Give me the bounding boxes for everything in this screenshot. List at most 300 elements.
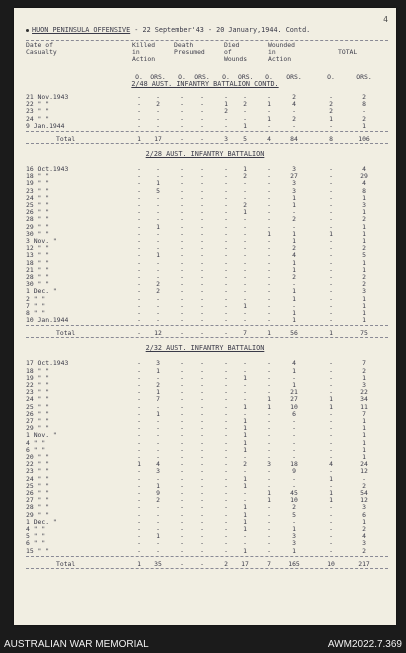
value-cell: - (137, 215, 141, 224)
value-cell: 1 (362, 417, 366, 425)
value-cell: - (200, 366, 204, 375)
value-cell: - (137, 395, 141, 404)
value-cell: 2 (243, 100, 247, 109)
value-cell: - (180, 445, 184, 454)
value-cell: - (156, 121, 160, 130)
value-cell: 1 (329, 395, 333, 404)
value-cell: - (156, 453, 160, 461)
value-cell: - (292, 280, 296, 289)
value-cell: - (224, 244, 228, 253)
value-cell: - (267, 301, 271, 310)
value-cell: - (200, 532, 204, 541)
value-cell: - (292, 453, 296, 461)
date-cell: 27 " " (26, 496, 50, 505)
value-cell: - (180, 496, 184, 505)
value-cell: 1 (156, 481, 160, 490)
heading-period: - 22 September'43 - 20 January,1944. Contd. (130, 26, 311, 34)
value-cell: - (180, 467, 184, 476)
value-cell: 4 (156, 460, 160, 469)
total-rule-bottom (26, 143, 388, 144)
value-cell: 2 (292, 244, 296, 253)
value-cell: 2 (156, 100, 160, 109)
value-cell: - (180, 559, 184, 568)
value-cell: - (180, 244, 184, 253)
value-cell: - (267, 208, 271, 217)
value-cell: - (224, 201, 228, 209)
date-cell: 4 " " (26, 525, 46, 533)
value-cell: - (156, 265, 160, 274)
value-cell: - (200, 453, 204, 461)
value-cell: - (156, 208, 160, 217)
value-cell: 2 (156, 496, 160, 505)
value-cell: 1 (292, 258, 296, 267)
value-cell: - (200, 193, 204, 202)
subheader-row: O. ORS. O. ORS. O. ORS. O. ORS. O. ORS. (135, 73, 372, 81)
value-cell: - (267, 467, 271, 476)
value-cell: - (243, 237, 247, 245)
value-cell: 2 (243, 172, 247, 181)
value-cell: 3 (224, 135, 228, 143)
value-cell: - (267, 287, 271, 296)
table-row (26, 410, 388, 417)
value-cell: - (292, 417, 296, 425)
value-cell: - (137, 193, 141, 202)
date-cell: 18 " " (26, 366, 50, 375)
date-cell: 28 " " (26, 503, 50, 512)
date-cell: 24 " " (26, 193, 50, 202)
value-cell: 1 (329, 474, 333, 483)
date-cell: 20 " " (26, 453, 50, 461)
value-cell: - (224, 381, 228, 389)
value-cell: 1 (292, 525, 296, 533)
value-cell: - (137, 359, 141, 368)
value-cell: - (224, 424, 228, 433)
value-cell: 1 (362, 309, 366, 317)
value-cell: 2 (292, 114, 296, 123)
value-cell: 1 (243, 402, 247, 411)
value-cell: 4 (267, 135, 271, 143)
value-cell: - (180, 251, 184, 260)
value-cell: 12 (154, 329, 162, 338)
table-row (26, 179, 388, 186)
value-cell: - (137, 402, 141, 411)
value-cell: - (224, 237, 228, 245)
value-cell: 1 (292, 265, 296, 274)
header-wounded: Wounded in Action (268, 41, 295, 63)
value-cell: - (180, 186, 184, 195)
value-cell: - (180, 100, 184, 109)
header-death-presumed: Death Presumed (174, 41, 205, 56)
value-cell: - (329, 445, 333, 454)
value-cell: - (156, 424, 160, 433)
document-heading (26, 26, 388, 34)
total-row (26, 560, 388, 567)
value-cell: 5 (362, 251, 366, 260)
table-row (26, 547, 388, 554)
value-cell: - (180, 373, 184, 382)
total-rule-top (26, 131, 388, 132)
value-cell: 54 (360, 489, 368, 497)
table-row (26, 237, 388, 244)
value-cell: - (137, 381, 141, 389)
value-cell: 1 (156, 409, 160, 418)
table-row (26, 424, 388, 431)
table-row (26, 244, 388, 251)
value-cell: - (329, 373, 333, 382)
value-cell: - (180, 424, 184, 433)
table-row (26, 287, 388, 294)
value-cell: - (137, 273, 141, 281)
value-cell: - (200, 208, 204, 217)
value-cell: 1 (292, 237, 296, 245)
value-cell: - (329, 316, 333, 325)
table-row (26, 381, 388, 388)
value-cell: 2 (224, 107, 228, 116)
value-cell: - (329, 366, 333, 375)
value-cell: - (243, 265, 247, 274)
value-cell: - (180, 453, 184, 461)
value-cell: - (267, 121, 271, 130)
value-cell: - (224, 280, 228, 289)
value-cell: 1 (362, 424, 366, 433)
value-cell: - (137, 208, 141, 217)
value-cell: - (267, 273, 271, 281)
value-cell: - (156, 193, 160, 202)
value-cell: - (329, 431, 333, 440)
value-cell: - (329, 453, 333, 461)
value-cell: - (224, 460, 228, 469)
value-cell: - (137, 201, 141, 209)
value-cell: - (180, 265, 184, 274)
value-cell: - (200, 395, 204, 404)
value-cell: 2 (362, 215, 366, 224)
value-cell: - (329, 265, 333, 274)
value-cell: - (267, 409, 271, 418)
value-cell: 1 (267, 489, 271, 497)
date-cell: 22 " " (26, 100, 50, 109)
value-cell: - (224, 273, 228, 281)
value-cell: - (180, 316, 184, 325)
value-cell: 4 (362, 179, 366, 188)
table-row (26, 525, 388, 532)
date-cell: 23 " " (26, 467, 50, 476)
value-cell: - (329, 273, 333, 281)
value-cell: - (137, 474, 141, 483)
value-cell: - (180, 329, 184, 338)
value-cell: 4 (329, 460, 333, 469)
value-cell: - (267, 251, 271, 260)
value-cell: - (224, 481, 228, 490)
date-cell: 12 " " (26, 244, 50, 253)
value-cell: - (156, 373, 160, 382)
value-cell: - (329, 165, 333, 173)
value-cell: 8 (362, 186, 366, 195)
table-row (26, 403, 388, 410)
value-cell: 1 (243, 503, 247, 512)
value-cell: - (180, 489, 184, 497)
value-cell: - (156, 107, 160, 116)
header-rule-top (26, 40, 388, 41)
value-cell: 3 (292, 186, 296, 195)
value-cell: 4 (362, 532, 366, 541)
value-cell: 7 (267, 559, 271, 568)
value-cell: - (267, 237, 271, 245)
date-cell: 1 Dec. " (26, 287, 57, 296)
date-cell: 19 " " (26, 373, 50, 382)
value-cell: 1 (243, 481, 247, 490)
date-cell: 29 " " (26, 510, 50, 519)
value-cell: 1 (243, 445, 247, 454)
value-cell: - (137, 503, 141, 512)
value-cell: - (224, 172, 228, 181)
value-cell: - (200, 424, 204, 433)
date-cell: 22 " " (26, 460, 50, 469)
value-cell: 1 (329, 114, 333, 123)
value-cell: - (243, 388, 247, 397)
value-cell: 10 (290, 402, 298, 411)
value-cell: 1 (156, 366, 160, 375)
total-rule-bottom (26, 337, 388, 338)
value-cell: - (200, 402, 204, 411)
value-cell: - (137, 409, 141, 418)
value-cell: - (329, 93, 333, 101)
date-cell: 8 " " (26, 309, 46, 317)
value-cell: 6 (362, 510, 366, 519)
value-cell: - (243, 186, 247, 195)
value-cell: - (224, 186, 228, 195)
value-cell: - (200, 373, 204, 382)
value-cell: - (137, 114, 141, 123)
header-date: Date of Casualty (26, 41, 57, 56)
value-cell: - (243, 280, 247, 289)
value-cell: - (267, 431, 271, 440)
value-cell: - (200, 460, 204, 469)
value-cell: - (137, 510, 141, 519)
archive-footer (0, 636, 406, 653)
value-cell: - (267, 186, 271, 195)
value-cell: - (224, 251, 228, 260)
value-cell: 4 (292, 100, 296, 109)
value-cell: - (137, 229, 141, 238)
value-cell: 1 (362, 193, 366, 202)
value-cell: 1 (329, 229, 333, 238)
date-cell: Total (56, 559, 76, 568)
value-cell: - (267, 258, 271, 267)
value-cell: 1 (292, 287, 296, 296)
value-cell: 2 (243, 460, 247, 469)
date-cell: 29 " " (26, 424, 50, 433)
value-cell: 1 (267, 402, 271, 411)
value-cell: 2 (156, 280, 160, 289)
table-row (26, 374, 388, 381)
value-cell: 217 (358, 559, 370, 568)
value-cell: - (329, 546, 333, 555)
value-cell: - (224, 301, 228, 310)
value-cell: - (267, 107, 271, 116)
value-cell: 1 (292, 316, 296, 325)
value-cell: 2 (292, 503, 296, 512)
value-cell: - (180, 208, 184, 217)
value-cell: - (267, 366, 271, 375)
value-cell: - (200, 172, 204, 181)
value-cell: - (156, 114, 160, 123)
value-cell: 1 (267, 114, 271, 123)
value-cell: - (267, 215, 271, 224)
value-cell: - (156, 165, 160, 173)
value-cell: - (224, 258, 228, 267)
value-cell: - (156, 503, 160, 512)
date-cell: 4 " " (26, 438, 46, 447)
value-cell: - (329, 121, 333, 130)
value-cell: - (180, 165, 184, 173)
value-cell: 2 (292, 215, 296, 224)
value-cell: - (224, 467, 228, 476)
value-cell: - (200, 121, 204, 130)
value-cell: - (329, 525, 333, 533)
table-row (26, 467, 388, 474)
date-cell: 23 " " (26, 107, 50, 116)
value-cell: - (180, 546, 184, 555)
value-cell: - (200, 431, 204, 440)
value-cell: - (329, 309, 333, 317)
table-row (26, 453, 388, 460)
value-cell: - (180, 280, 184, 289)
value-cell: - (224, 359, 228, 368)
value-cell: 1 (362, 301, 366, 310)
value-cell: - (180, 121, 184, 130)
header-died-of-wounds: Died of Wounds (224, 41, 248, 63)
value-cell: 2 (292, 93, 296, 101)
value-cell: - (243, 316, 247, 325)
value-cell: 84 (290, 135, 298, 143)
value-cell: - (224, 222, 228, 231)
value-cell: - (180, 510, 184, 519)
value-cell: - (267, 172, 271, 181)
table-row (26, 511, 388, 518)
value-cell: 2 (362, 366, 366, 375)
value-cell: - (200, 237, 204, 245)
date-cell: 5 " " (26, 532, 46, 541)
value-cell: 8 (329, 135, 333, 143)
value-cell: - (243, 395, 247, 404)
value-cell: 17 (154, 135, 162, 143)
value-cell: - (180, 481, 184, 490)
value-cell: 1 (243, 525, 247, 533)
value-cell: - (267, 539, 271, 548)
value-cell: - (180, 359, 184, 368)
value-cell: - (224, 525, 228, 533)
value-cell: - (137, 251, 141, 260)
value-cell: - (267, 503, 271, 512)
value-cell: - (224, 445, 228, 454)
value-cell: - (243, 532, 247, 541)
table-row (26, 395, 388, 402)
value-cell: - (156, 258, 160, 267)
value-cell: - (267, 438, 271, 447)
value-cell: 18 (290, 460, 298, 469)
value-cell: 1 (362, 208, 366, 217)
value-cell: - (243, 273, 247, 281)
value-cell: 4 (292, 359, 296, 368)
value-cell: - (243, 294, 247, 303)
value-cell: - (362, 107, 366, 116)
value-cell: - (200, 201, 204, 209)
value-cell: - (329, 381, 333, 389)
value-cell: - (156, 431, 160, 440)
value-cell: 2 (329, 100, 333, 109)
value-cell: - (292, 481, 296, 490)
value-cell: - (180, 309, 184, 317)
value-cell: - (200, 329, 204, 338)
value-cell: - (156, 417, 160, 425)
value-cell: - (243, 215, 247, 224)
value-cell: 17 (241, 559, 249, 568)
value-cell: - (200, 559, 204, 568)
value-cell: - (200, 316, 204, 325)
table-row (26, 482, 388, 489)
value-cell: - (200, 517, 204, 526)
value-cell: - (224, 517, 228, 526)
table-row (26, 215, 388, 222)
value-cell: - (267, 280, 271, 289)
value-cell: 45 (290, 489, 298, 497)
value-cell: 1 (243, 517, 247, 526)
value-cell: - (137, 546, 141, 555)
value-cell: 1 (243, 431, 247, 440)
value-cell: - (156, 309, 160, 317)
value-cell: - (267, 222, 271, 231)
value-cell: - (267, 93, 271, 101)
table-row (26, 367, 388, 374)
value-cell: - (137, 265, 141, 274)
value-cell: 1 (362, 431, 366, 440)
header-total: TOTAL (338, 48, 358, 56)
value-cell: 2 (362, 273, 366, 281)
value-cell: - (292, 301, 296, 310)
value-cell: - (180, 409, 184, 418)
value-cell: 1 (362, 373, 366, 382)
value-cell: 12 (360, 467, 368, 476)
value-cell: - (180, 431, 184, 440)
value-cell: - (137, 481, 141, 490)
value-cell: - (137, 424, 141, 433)
value-cell: - (200, 539, 204, 548)
value-cell: - (137, 309, 141, 317)
value-cell: 1 (292, 294, 296, 303)
value-cell: - (329, 201, 333, 209)
value-cell: 11 (360, 402, 368, 411)
value-cell: - (137, 329, 141, 338)
value-cell: - (267, 179, 271, 188)
value-cell: - (267, 294, 271, 303)
value-cell: - (156, 438, 160, 447)
value-cell: - (180, 172, 184, 181)
value-cell: - (200, 481, 204, 490)
value-cell: 3 (292, 539, 296, 548)
value-cell: - (329, 215, 333, 224)
value-cell: - (267, 525, 271, 533)
value-cell: 3 (292, 165, 296, 173)
value-cell: 3 (156, 359, 160, 368)
date-cell: 30 " " (26, 229, 50, 238)
value-cell: 1 (156, 388, 160, 397)
value-cell: 3 (362, 381, 366, 389)
value-cell: - (156, 510, 160, 519)
value-cell: 1 (243, 417, 247, 425)
value-cell: 1 (329, 402, 333, 411)
value-cell: 1 (243, 208, 247, 217)
value-cell: - (156, 546, 160, 555)
